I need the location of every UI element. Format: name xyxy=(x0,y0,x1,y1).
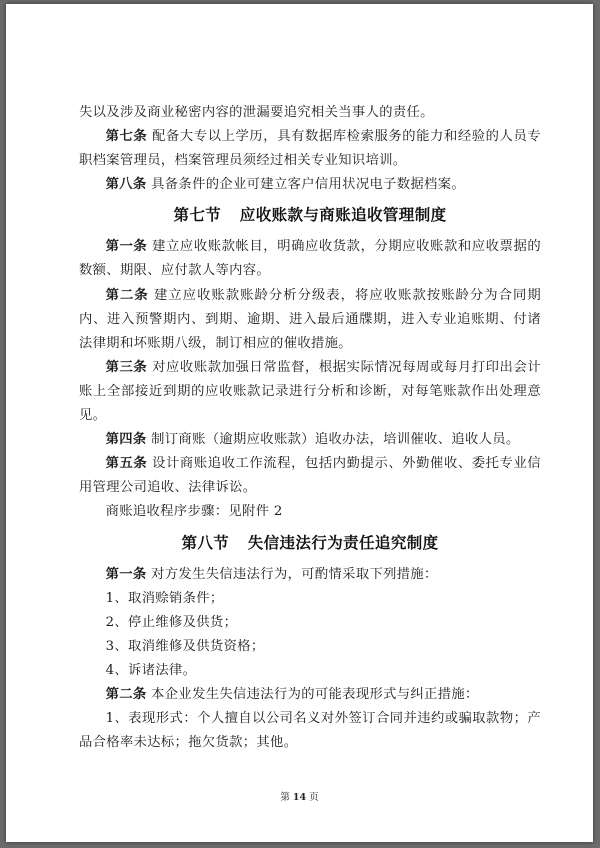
document-page xyxy=(6,4,593,842)
article-label: 第八条 xyxy=(105,177,147,193)
article-7 xyxy=(79,125,541,173)
article-8 xyxy=(79,173,541,197)
section7-article-5 xyxy=(79,452,541,500)
section7-article-3 xyxy=(79,356,541,428)
article-label: 第一条 xyxy=(105,239,148,255)
note-text: 商账追收程序步骤：见附件 2 xyxy=(105,504,283,520)
article-text: 本企业发生失信违法行为的可能表现形式与纠正措施： xyxy=(151,686,479,702)
list-item xyxy=(79,707,541,755)
article-text: 对应收账款加强日常监督，根据实际情况每周或每月打印出会计账上全部接近到期的应收账款记录进行分析和诊断，对每笔账款作出处理意见。 xyxy=(79,359,541,424)
list-item-text: 4、诉诸法律。 xyxy=(105,662,197,678)
paragraph-text: 失以及涉及商业秘密内容的泄漏要追究相关当事人的责任。 xyxy=(79,105,434,120)
section8-article-2 xyxy=(79,683,541,707)
section7-article-1 xyxy=(79,235,541,283)
article-label: 第七条 xyxy=(105,129,148,145)
article-label: 第二条 xyxy=(105,287,149,303)
list-item-text: 1、表现形式：个人擅自以公司名义对外签订合同并违约或骗取款物；产品合格率未达标；拖欠货款；其他。 xyxy=(79,711,541,751)
section-heading-7 xyxy=(79,201,541,229)
article-label: 第四条 xyxy=(105,432,147,448)
footer-prefix: 第 xyxy=(280,792,290,803)
list-item-text: 1、取消赊销条件； xyxy=(105,590,224,606)
article-text: 配备大专以上学历，具有数据库检索服务的能力和经验的人员专职档案管理员，档案管理员须经过相关专业知识培训。 xyxy=(79,129,541,169)
article-label: 第三条 xyxy=(105,359,148,375)
section-number: 第八节 xyxy=(181,533,230,552)
article-label: 第二条 xyxy=(105,686,147,702)
article-label: 第一条 xyxy=(105,566,147,582)
list-item-text: 3、取消维修及供货资格； xyxy=(105,638,265,654)
section8-article-1 xyxy=(79,563,541,587)
page-footer xyxy=(6,789,593,803)
list-item xyxy=(79,587,541,611)
article-text: 设计商账追收工作流程，包括内勤提示、外勤催收、委托专业信用管理公司追收、法律诉讼。 xyxy=(79,456,541,496)
section-title: 失信违法行为责任追究制度 xyxy=(247,533,439,552)
section7-note xyxy=(79,500,541,524)
section7-article-2 xyxy=(79,284,541,356)
list-item xyxy=(79,635,541,659)
list-item xyxy=(79,659,541,683)
article-text: 制订商账（逾期应收账款）追收办法，培训催收、追收人员。 xyxy=(151,432,520,448)
article-text: 对方发生失信违法行为，可酌情采取下列措施： xyxy=(151,566,438,582)
page-number: 14 xyxy=(292,792,307,803)
article-label: 第五条 xyxy=(105,456,148,472)
list-item-text: 2、停止维修及供货； xyxy=(105,614,238,630)
article-text: 具备条件的企业可建立客户信用状况电子数据档案。 xyxy=(151,177,466,193)
section-heading-8 xyxy=(79,529,541,557)
paragraph-continuation xyxy=(79,101,541,125)
section-title: 应收账款与商账追收管理制度 xyxy=(239,206,447,225)
list-item xyxy=(79,611,541,635)
section7-article-4 xyxy=(79,428,541,452)
document-body xyxy=(79,101,541,755)
section-number: 第七节 xyxy=(173,206,222,225)
article-text: 建立应收账款帐目，明确应收货款，分期应收账款和应收票据的数额、期限、应付款人等内容。 xyxy=(79,239,541,279)
footer-suffix: 页 xyxy=(309,792,319,803)
article-text: 建立应收账款账龄分析分级表，将应收账款按账龄分为合同期内、进入预警期内、到期、逾期、进入最后通牒期，进入专业追账期、付诸法律期和坏账期八级，制订相应的催收措施。 xyxy=(79,287,542,351)
